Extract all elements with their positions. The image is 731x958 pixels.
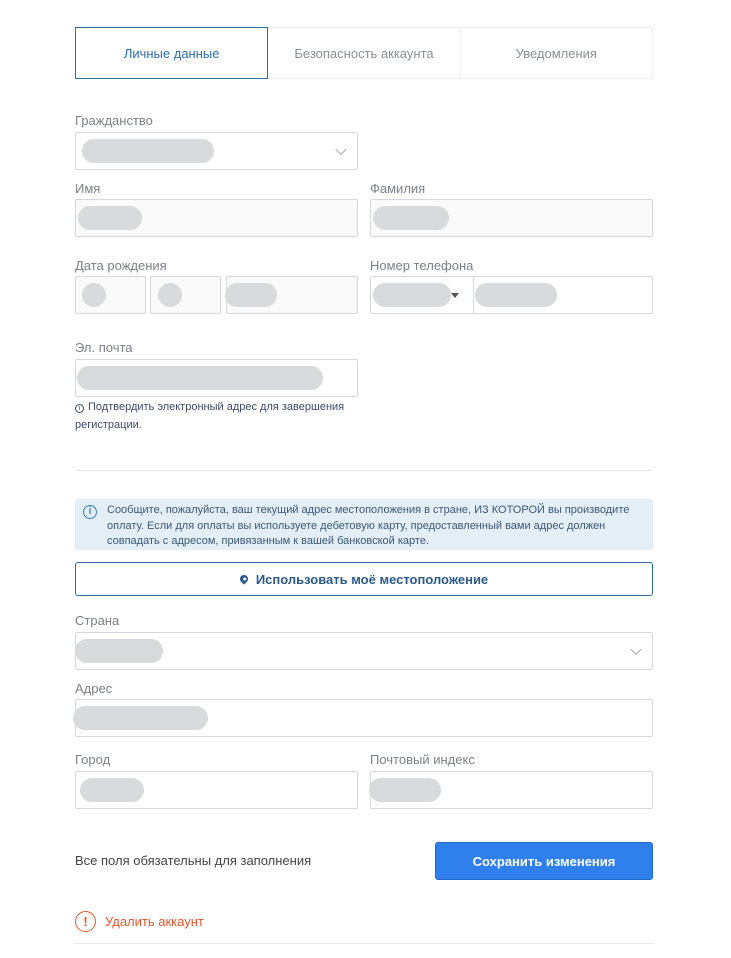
email-hint xyxy=(75,398,365,434)
address-input[interactable] xyxy=(75,699,653,737)
last-name-input[interactable] xyxy=(370,199,653,237)
birth-day-input[interactable] xyxy=(75,276,146,314)
tab-account-security[interactable]: Безопасность аккаунта xyxy=(268,27,460,79)
first-name-value-redacted xyxy=(78,206,142,230)
phone-label: Номер телефона xyxy=(370,258,474,273)
first-name-label: Имя xyxy=(75,181,101,196)
tab-notifications[interactable]: Уведомления xyxy=(461,27,653,79)
warning-icon: ! xyxy=(75,911,96,932)
email-input[interactable] xyxy=(75,359,358,397)
phone-field xyxy=(370,276,653,314)
delete-account-link[interactable] xyxy=(75,911,204,932)
email-value-redacted xyxy=(77,366,323,390)
info-icon: i xyxy=(75,404,84,413)
required-fields-note: Все поля обязательны для заполнения xyxy=(75,853,312,868)
section-divider xyxy=(75,470,653,471)
birth-month-input[interactable] xyxy=(150,276,221,314)
city-label: Город xyxy=(75,752,111,767)
citizenship-select[interactable] xyxy=(75,132,358,170)
bottom-divider xyxy=(75,943,653,944)
location-pin-icon xyxy=(238,573,249,584)
last-name-label: Фамилия xyxy=(370,181,426,196)
delete-account-label: Удалить аккаунт xyxy=(105,914,204,929)
email-label: Эл. почта xyxy=(75,340,133,355)
birth-month-value-redacted xyxy=(158,283,182,307)
info-icon: i xyxy=(83,505,97,519)
first-name-input[interactable] xyxy=(75,199,358,237)
chevron-down-icon xyxy=(630,644,641,655)
country-value-redacted xyxy=(75,639,163,663)
birth-date-label: Дата рождения xyxy=(75,258,167,273)
country-label: Страна xyxy=(75,613,120,628)
citizenship-value-redacted xyxy=(82,139,214,163)
use-my-location-label: Использовать моё местоположение xyxy=(255,571,489,587)
postal-code-value-redacted xyxy=(369,778,441,802)
location-notice-text: Сообщите, пожалуйста, ваш текущий адрес местоположения в стране, ИЗ КОТОРОЙ вы производите оплату. Если для оплаты вы используете дебетовую карту, предоставленный вами адрес должен совпадать с адресом, привязанным к вашей банковской карте. xyxy=(107,504,630,547)
citizenship-label: Гражданство xyxy=(75,113,153,128)
phone-separator xyxy=(473,277,474,313)
location-notice xyxy=(75,499,653,550)
address-label: Адрес xyxy=(75,681,113,696)
save-changes-button[interactable]: Сохранить изменения xyxy=(435,842,653,880)
birth-year-value-redacted xyxy=(225,283,277,307)
email-hint-text: Подтвердить электронный адрес для завершения регистрации. xyxy=(75,401,345,431)
phone-number-value-redacted[interactable] xyxy=(475,283,557,307)
birth-day-value-redacted xyxy=(82,283,106,307)
phone-code-value-redacted xyxy=(373,283,451,307)
chevron-down-icon xyxy=(335,144,346,155)
city-value-redacted xyxy=(80,778,144,802)
postal-code-label: Почтовый индекс xyxy=(370,752,475,767)
use-my-location-button[interactable] xyxy=(75,562,653,596)
postal-code-input[interactable] xyxy=(370,771,653,809)
city-input[interactable] xyxy=(75,771,358,809)
tab-bar xyxy=(75,27,653,79)
last-name-value-redacted xyxy=(373,206,449,230)
country-select[interactable] xyxy=(75,632,653,670)
birth-year-input[interactable] xyxy=(226,276,358,314)
tab-personal-data[interactable]: Личные данные xyxy=(75,27,268,79)
caret-down-icon[interactable] xyxy=(451,293,459,298)
address-value-redacted xyxy=(73,706,208,730)
